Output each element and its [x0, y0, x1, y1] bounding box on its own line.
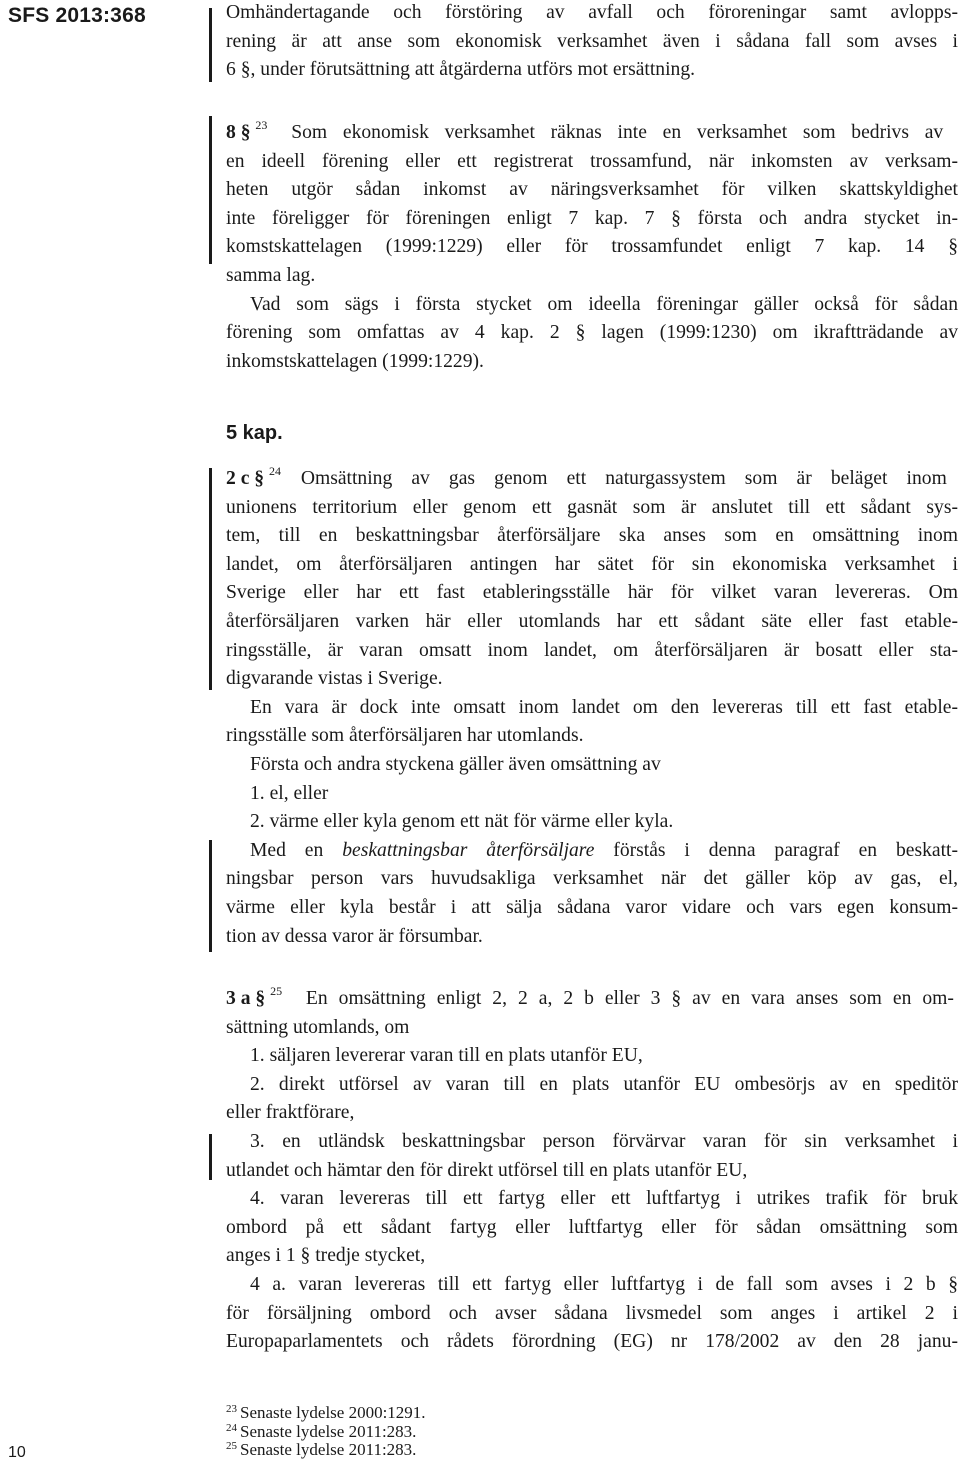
change-bar [209, 1134, 212, 1180]
text-line: heten utgör sådan inkomst av näringsverksamhet för vilken skattskyldighet [226, 179, 958, 201]
text-line: ningsbar person vars huvudsakliga verksamhet när det gäller köp av gas, el, [226, 868, 958, 890]
footnote-ref: 25 [270, 984, 283, 998]
footnote-ref: 24 [269, 464, 281, 478]
text-line: Med en [250, 839, 324, 861]
change-bar [209, 468, 212, 690]
list-item-continuation: ombord på ett sådant fartyg eller luftfartyg eller för sådan omsättning som [226, 1216, 958, 1238]
change-bar [209, 8, 212, 82]
footnote [226, 1423, 426, 1442]
text-line: Första och andra styckena gäller även omsättning av [250, 753, 661, 775]
page-number: 10 [8, 1444, 26, 1461]
list-item: 1. el, eller [250, 782, 329, 804]
text-line: Omsättning av gas genom ett naturgassystem som är beläget inom [300, 468, 947, 489]
footnotes [226, 1404, 426, 1460]
section-label: 3 a § [226, 988, 266, 1009]
chapter-heading: 5 kap. [226, 422, 283, 444]
definition-line [226, 837, 958, 866]
footnote-number: 25 [226, 1440, 237, 1452]
footnote-text: Senaste lydelse 2011:283. [240, 1440, 417, 1459]
change-bar [209, 116, 212, 264]
text-line: Som ekonomisk verksamhet räknas inte en verksamhet som bedrivs av [291, 122, 944, 143]
footnote-number: 23 [226, 1403, 237, 1415]
section-first-line [226, 465, 958, 494]
footnote [226, 1441, 426, 1460]
text-line: digvarande vistas i Sverige. [226, 668, 443, 690]
text-line: Omhändertagande och förstöring av avfall och föroreningar samt avlopps- [226, 2, 958, 23]
text-line: komstskattelagen (1999:1229) eller för trossamfundet enligt 7 kap. 14 § [226, 236, 958, 258]
section-first-line [226, 119, 958, 148]
section-label: 8 § [226, 122, 251, 143]
list-item-continuation: anges i 1 § tredje stycket, [226, 1245, 426, 1267]
text-line: unionens territorium eller genom ett gasnät som är anslutet till ett sådant sys- [226, 496, 958, 518]
list-item: 3. en utländsk beskattningsbar person förvärvar varan för sin verksamhet i [250, 1130, 958, 1152]
text-line: En vara är dock inte omsatt inom landet om den levereras till ett fast etable- [250, 696, 958, 718]
text-line: återförsäljaren varken här eller utomlands har ett sådant säte eller fast etable- [226, 610, 958, 632]
section-2c [226, 465, 958, 951]
text-line: ringsställe som återförsäljaren har utomlands. [226, 725, 584, 747]
section-3a [226, 985, 958, 1357]
list-item: 1. säljaren levererar varan till en plats utanför EU, [250, 1045, 643, 1067]
text-line: En omsättning enligt 2, 2 a, 2 b eller 3 § av en vara anses som en om- [305, 988, 954, 1009]
text-line: Vad som sägs i första stycket om ideella föreningar gäller också för sådan [250, 293, 958, 315]
text-line: landet, om återförsäljaren antingen har sätet för sin ekonomiska verksamhet i [226, 553, 958, 575]
list-item: 2. värme eller kyla genom ett nät för värme eller kyla. [250, 811, 674, 833]
text-line: inte föreligger för föreningen enligt 7 kap. 7 § första och andra stycket in- [226, 207, 958, 229]
footnote-text: Senaste lydelse 2011:283. [240, 1421, 417, 1441]
text-line: 6 §, under förutsättning att åtgärderna utförs mot ersättning. [226, 59, 696, 81]
list-item: 4 a. varan levereras till ett fartyg eller luftfartyg i de fall som avses i 2 b § [250, 1273, 958, 1295]
intro-paragraph [226, 0, 958, 85]
text-line: samma lag. [226, 264, 316, 286]
list-item-continuation: Europaparlamentets och rådets förordning (EG) nr 178/2002 av den 28 janu- [226, 1331, 958, 1353]
footnote-number: 24 [226, 1421, 237, 1434]
defined-term: beskattningsbar återförsäljare [342, 839, 595, 861]
text-line: tem, till en beskattningsbar återförsäljare ska anses som en omsättning inom [226, 525, 958, 547]
list-item: 4. varan levereras till ett fartyg eller ett luftfartyg i utrikes trafik för bruk [250, 1188, 958, 1210]
text-line: förening som omfattas av 4 kap. 2 § lagen (1999:1230) om ikraftträdande av [226, 322, 958, 344]
footnote-text: Senaste lydelse 2000:1291. [240, 1403, 426, 1422]
list-item-continuation: för försäljning ombord och avser sådana livsmedel som anges i artikel 2 i [226, 1302, 958, 1324]
footnote [226, 1404, 426, 1423]
sfs-number: SFS 2013:368 [8, 4, 146, 27]
list-item-continuation: eller fraktförare, [226, 1102, 355, 1124]
text-line: rening är att anse som ekonomisk verksamhet även i sådana fall som avses i [226, 30, 958, 52]
section-8 [226, 119, 958, 376]
text-line: Sverige eller har ett fast etableringsställe här för vilket varan levereras. Om [226, 582, 958, 604]
text-line: tion av dessa varor är försumbar. [226, 925, 483, 947]
text-line: inkomstskattelagen (1999:1229). [226, 350, 484, 372]
text-line: ringsställe, är varan omsatt inom landet, om återförsäljaren är bosatt eller sta- [226, 639, 958, 661]
footnote-ref: 23 [255, 118, 268, 132]
list-item-continuation: utlandet och hämtar den för direkt utförsel till en plats utanför EU, [226, 1159, 748, 1181]
text-line: sättning utomlands, om [226, 1016, 410, 1038]
list-item: 2. direkt utförsel av varan till en plats utanför EU ombesörjs av en speditör [250, 1073, 958, 1095]
text-line: förstås i denna paragraf en beskatt- [613, 839, 958, 861]
change-bar [209, 840, 212, 952]
section-label: 2 c § [226, 468, 265, 489]
text-line: en ideell förening eller ett registrerat trossamfund, när inkomsten av verksam- [226, 150, 958, 172]
text-line: värme eller kyla består i att sälja sådana varor vidare och vars egen konsum- [226, 896, 958, 918]
section-first-line [226, 985, 958, 1014]
